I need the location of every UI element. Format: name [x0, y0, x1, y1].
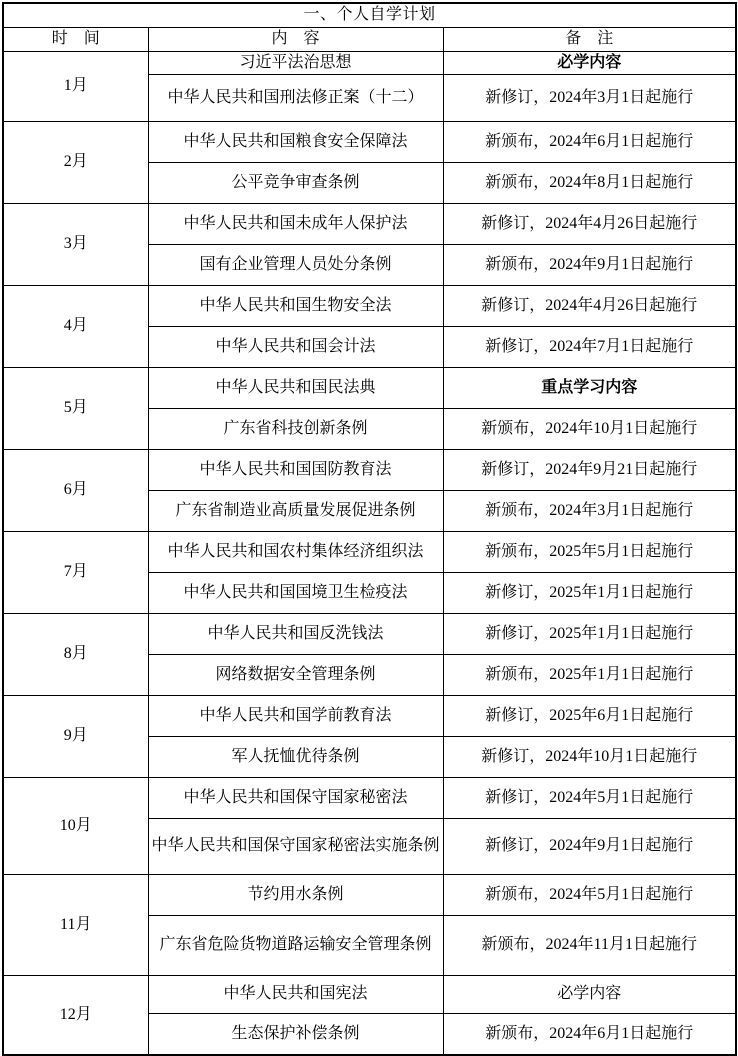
remark-cell: 新修订，2025年1月1日起施行	[443, 573, 736, 614]
remark-cell: 新修订，2024年7月1日起施行	[443, 327, 736, 368]
remark-cell: 新修订，2024年3月1日起施行	[443, 75, 736, 122]
table-row	[3, 976, 736, 1014]
remark-cell: 新颁布，2024年8月1日起施行	[443, 163, 736, 204]
content-cell: 中华人民共和国生物安全法	[148, 286, 443, 327]
month-label: 1月	[3, 51, 148, 122]
remark-cell: 新修订，2024年4月26日起施行	[443, 286, 736, 327]
table-title: 一、个人自学计划	[3, 3, 736, 27]
header-row	[3, 27, 736, 51]
remark-cell: 新颁布，2024年3月1日起施行	[443, 491, 736, 532]
table-row	[3, 614, 736, 655]
month-label: 6月	[3, 450, 148, 532]
content-cell: 国有企业管理人员处分条例	[148, 245, 443, 286]
content-cell: 习近平法治思想	[148, 51, 443, 75]
month-label: 2月	[3, 122, 148, 204]
title-row	[3, 3, 736, 27]
self-study-plan-table	[2, 2, 737, 1056]
content-cell: 中华人民共和国会计法	[148, 327, 443, 368]
remark-cell: 新颁布，2024年5月1日起施行	[443, 875, 736, 916]
content-cell: 广东省制造业高质量发展促进条例	[148, 491, 443, 532]
remark-cell: 新修订，2024年4月26日起施行	[443, 204, 736, 245]
content-cell: 中华人民共和国保守国家秘密法	[148, 778, 443, 819]
table-row	[3, 450, 736, 491]
table-row	[3, 875, 736, 916]
remark-cell: 新修订，2024年9月21日起施行	[443, 450, 736, 491]
content-cell: 中华人民共和国反洗钱法	[148, 614, 443, 655]
month-label: 9月	[3, 696, 148, 778]
remark-cell: 新颁布，2024年9月1日起施行	[443, 245, 736, 286]
remark-cell: 新修订，2025年1月1日起施行	[443, 614, 736, 655]
table-row	[3, 532, 736, 573]
content-cell: 节约用水条例	[148, 875, 443, 916]
column-header-time: 时 间	[3, 27, 148, 51]
remark-cell: 新颁布，2024年10月1日起施行	[443, 409, 736, 450]
content-cell: 广东省科技创新条例	[148, 409, 443, 450]
remark-cell: 新修订，2025年6月1日起施行	[443, 696, 736, 737]
content-cell: 中华人民共和国宪法	[148, 976, 443, 1014]
month-label: 12月	[3, 976, 148, 1055]
month-label: 7月	[3, 532, 148, 614]
content-cell: 中华人民共和国未成年人保护法	[148, 204, 443, 245]
table-row	[3, 696, 736, 737]
month-label: 11月	[3, 875, 148, 976]
remark-cell: 新颁布，2024年6月1日起施行	[443, 122, 736, 163]
month-label: 8月	[3, 614, 148, 696]
content-cell: 中华人民共和国粮食安全保障法	[148, 122, 443, 163]
table-row	[3, 204, 736, 245]
content-cell: 公平竞争审查条例	[148, 163, 443, 204]
remark-cell: 新颁布，2025年5月1日起施行	[443, 532, 736, 573]
column-header-remark: 备 注	[443, 27, 736, 51]
table-row	[3, 368, 736, 409]
remark-cell: 必学内容	[443, 976, 736, 1014]
column-header-content: 内 容	[148, 27, 443, 51]
month-label: 5月	[3, 368, 148, 450]
content-cell: 生态保护补偿条例	[148, 1014, 443, 1055]
table-row	[3, 122, 736, 163]
content-cell: 中华人民共和国国防教育法	[148, 450, 443, 491]
content-cell: 中华人民共和国国境卫生检疫法	[148, 573, 443, 614]
remark-cell: 新修订，2024年10月1日起施行	[443, 737, 736, 778]
content-cell: 中华人民共和国刑法修正案（十二）	[148, 75, 443, 122]
remark-cell: 新修订，2024年5月1日起施行	[443, 778, 736, 819]
content-cell: 广东省危险货物道路运输安全管理条例	[148, 916, 443, 976]
content-cell: 中华人民共和国农村集体经济组织法	[148, 532, 443, 573]
remark-cell: 重点学习内容	[443, 368, 736, 409]
table-row	[3, 778, 736, 819]
remark-cell: 必学内容	[443, 51, 736, 75]
remark-cell: 新颁布，2024年6月1日起施行	[443, 1014, 736, 1055]
remark-cell: 新修订，2024年9月1日起施行	[443, 819, 736, 875]
content-cell: 中华人民共和国学前教育法	[148, 696, 443, 737]
month-label: 3月	[3, 204, 148, 286]
remark-cell: 新颁布，2025年1月1日起施行	[443, 655, 736, 696]
table-row	[3, 286, 736, 327]
content-cell: 中华人民共和国保守国家秘密法实施条例	[148, 819, 443, 875]
month-label: 4月	[3, 286, 148, 368]
content-cell: 军人抚恤优待条例	[148, 737, 443, 778]
content-cell: 中华人民共和国民法典	[148, 368, 443, 409]
month-label: 10月	[3, 778, 148, 875]
table-row	[3, 51, 736, 75]
content-cell: 网络数据安全管理条例	[148, 655, 443, 696]
remark-cell: 新颁布，2024年11月1日起施行	[443, 916, 736, 976]
